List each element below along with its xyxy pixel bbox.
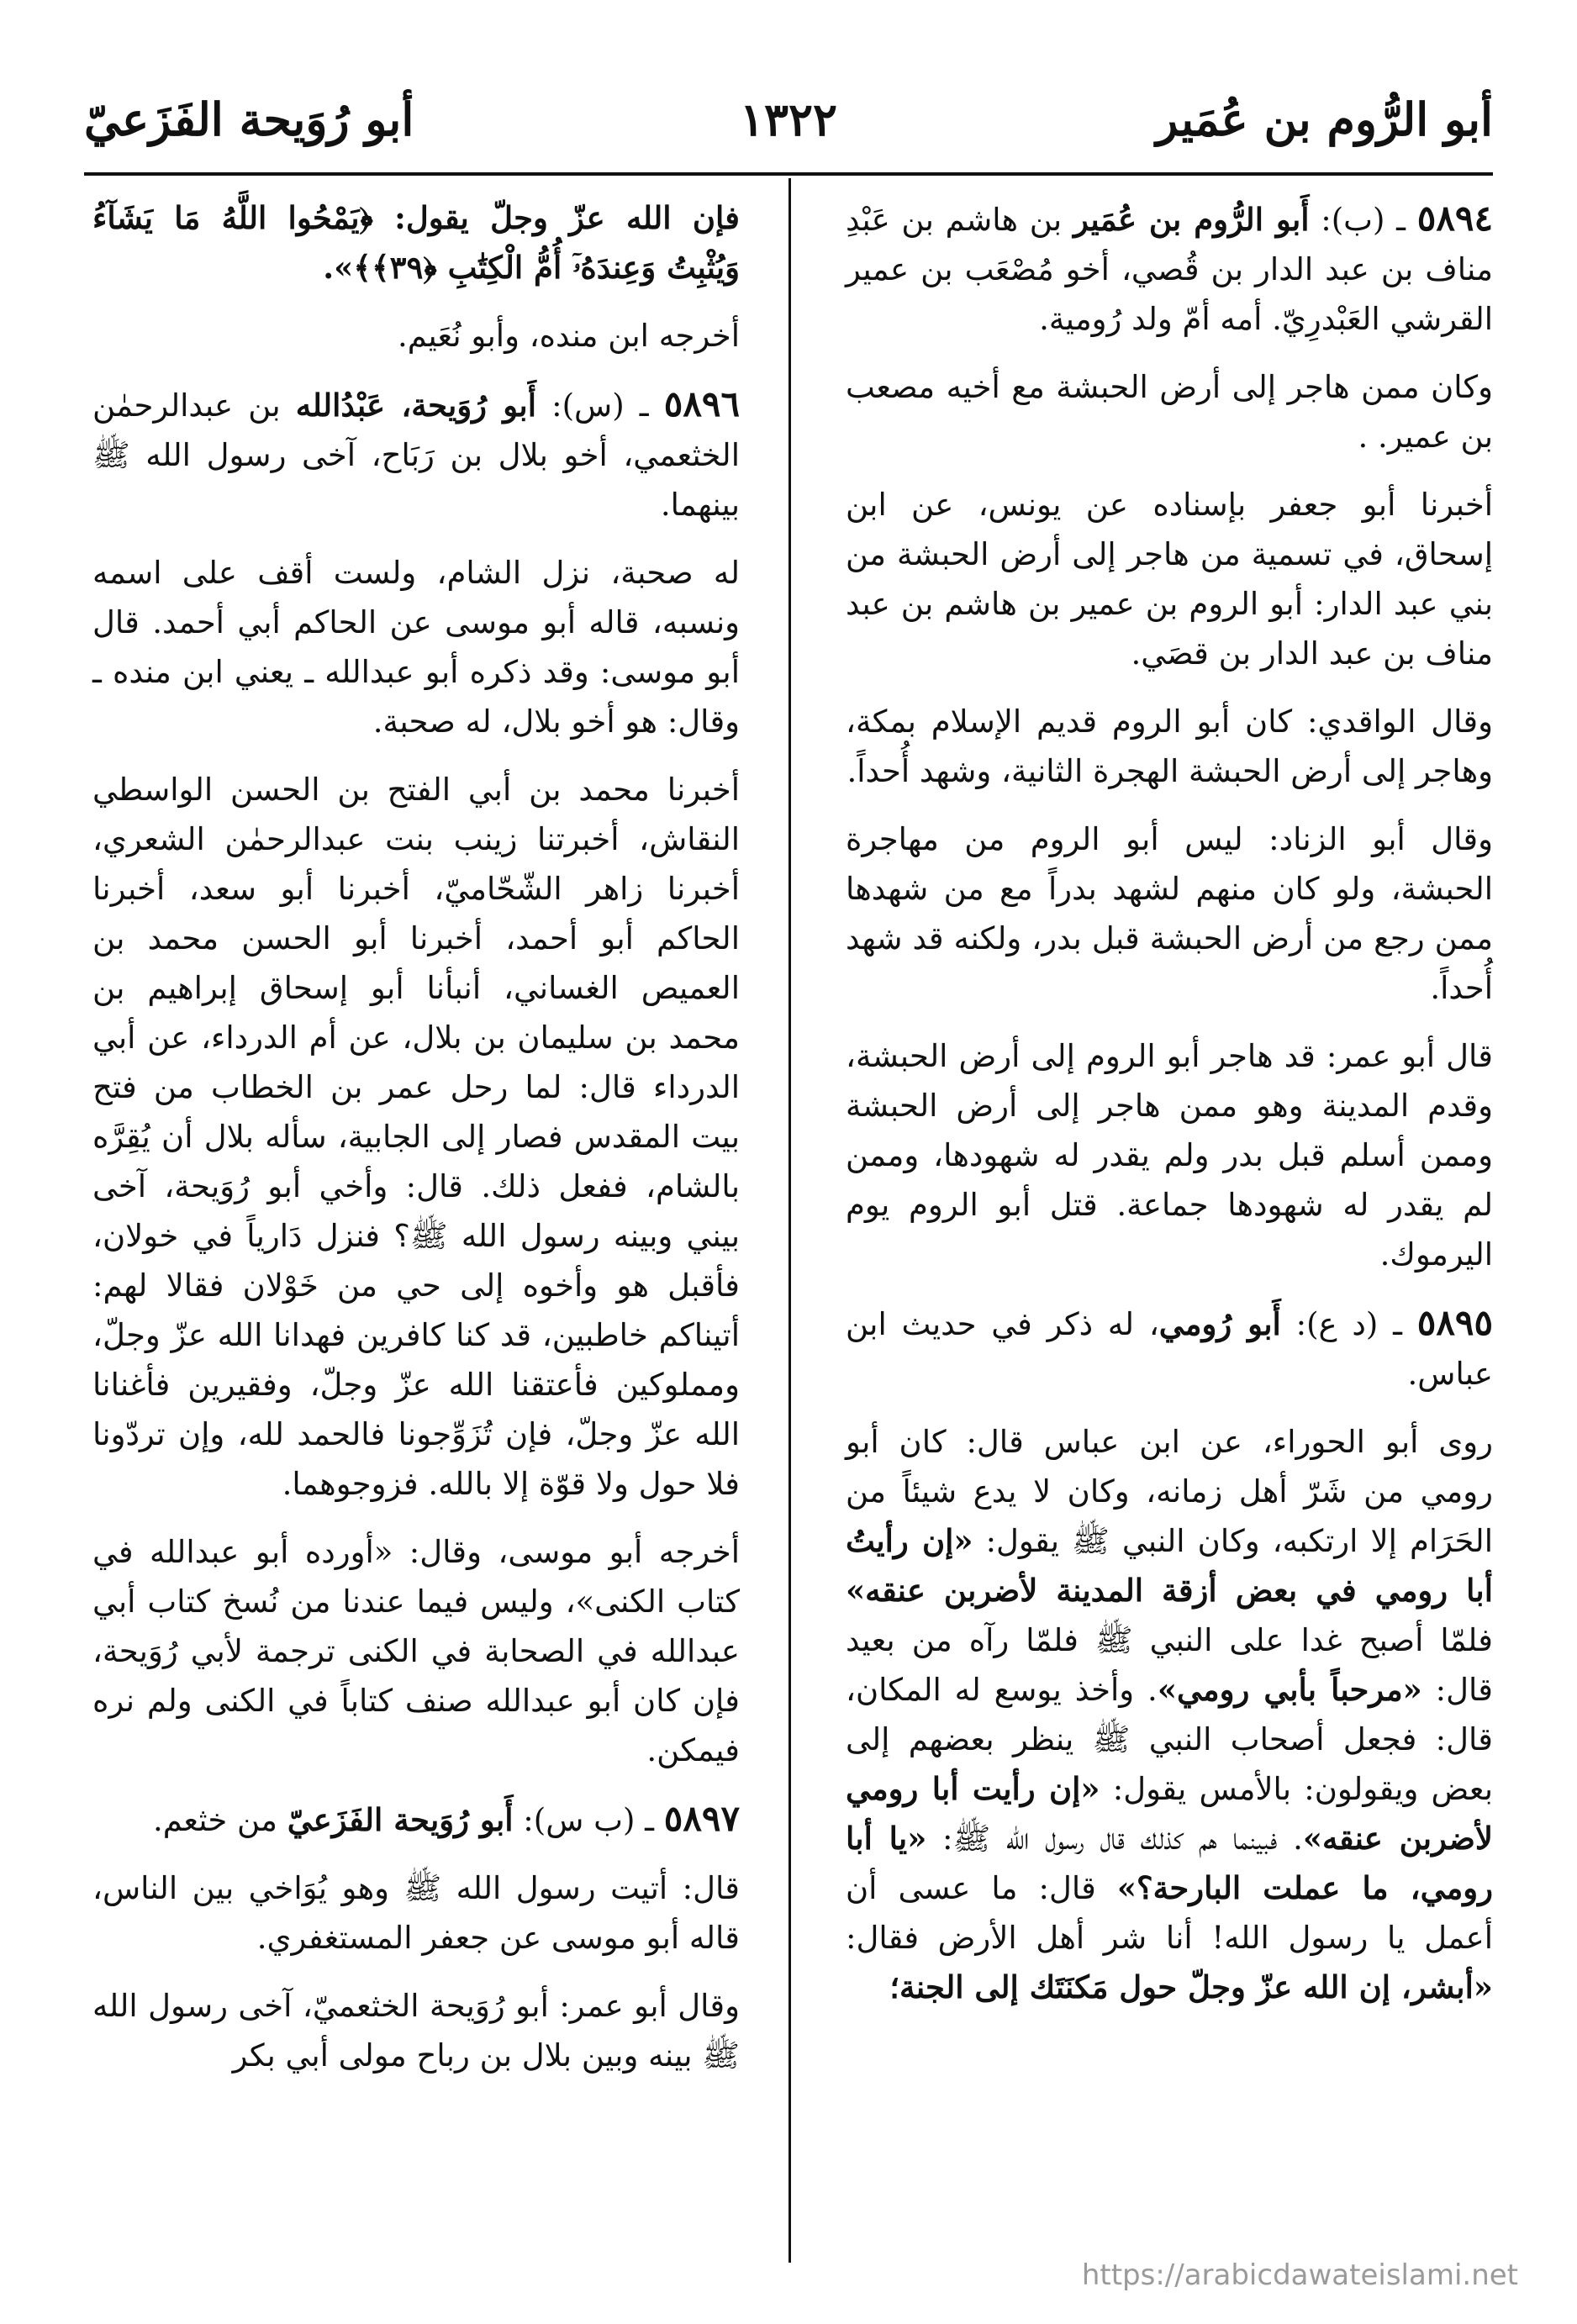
paragraph: قال: أتيت رسول الله ﷺ وهو يُوَاخي بين الناس، قاله أبو موسى عن جعفر المستغفري. — [92, 1870, 740, 1956]
entry-name: أَبو رُوَيحة، عَبْدُالله — [295, 387, 536, 424]
paragraph: أخبرنا محمد بن أبي الفتح بن الحسن الواسطي النقاش، أخبرتنا زينب بنت عبدالرحمٰن الشعري، أخبرنا زاهر الشّحّاميّ، أخبرنا أبو سعد، أخبرنا الحاكم أبو أحمد، أخبرنا أبو الحسن محمد بن العميص الغساني، أنبأنا أبو إسحاق إبراهيم بن محمد بن سليمان بن بلال، عن أم الدرداء، عن أبي الدرداء قال: لما رحل عمر بن الخطاب من فتح بيت المقدس فصار إلى الجابية، سأله بلال أن يُقِرَّه بالشام، ففعل ذلك. قال: وأخي أبو رُوَيحة، آخى بيني وبينه رسول الله ﷺ؟ فنزل دَارياً في خولان، فأقبل هو وأخوه إلى حي من خَوْلان فقالا لهم: أتيناكم خاطبين، قد كنا كافرين فهدانا الله عزّ وجلّ، ومملوكين فأعتقنا الله عزّ وجلّ، وفقيرين فأغنانا الله عزّ وجلّ، فإن تُزَوِّجونا فالحمد لله، وإن تردّونا فلا حول ولا قوّة إلا بالله. فزوجوهما. — [92, 772, 740, 1502]
hadith-quote: «إن رأيت أبا رومي لأضربن عنقه» — [846, 1770, 1493, 1857]
entry-text: من خثعم. — [152, 1802, 287, 1838]
text-run: قال: ما عسى أن أعمل يا رسول الله! أنا شر أهل الأرض فقال: — [846, 1870, 1493, 1956]
entry-source-tag: ـ (د ع): — [1280, 1306, 1417, 1342]
column-divider — [788, 178, 791, 2263]
header-left-title: أبو رُوَيحة الفَزَعيّ — [84, 92, 414, 146]
paragraph: وكان ممن هاجر إلى أرض الحبشة مع أخيه مصعب بن عمير. . — [846, 369, 1493, 455]
hadith-quote: «مرحباً بأبي رومي» — [1157, 1671, 1422, 1708]
entry-source-tag: ـ (ب س): — [513, 1802, 664, 1838]
entry-5895 — [846, 1298, 1493, 1399]
hadith-paragraph — [846, 1417, 1493, 2012]
entry-number: ٥٨٩٥ — [1416, 1302, 1494, 1343]
hadith-quote: «أبشر، إن الله عزّ وجلّ حول مَكنَتَك إلى الجنة؛ — [889, 1968, 1493, 2005]
page-number: ١٣٢٢ — [739, 92, 837, 146]
paragraph: وقال الواقدي: كان أبو الروم قديم الإسلام بمكة، وهاجر إلى أرض الحبشة الهجرة الثانية، وشهد أُحداً. — [846, 704, 1493, 789]
entry-name: أَبو الرُّوم بن عُمَير — [1073, 201, 1310, 238]
right-column — [846, 193, 1493, 2031]
paragraph: وقال أبو الزناد: ليس أبو الروم من مهاجرة الحبشة، ولو كان منهم لشهد بدراً مع من شهدها ممن رجع من أرض الحبشة قبل بدر، ولكنه قد شهد أُحداً. — [846, 821, 1493, 1006]
text-run: . وأخذ يوسع له المكان، قال: فجعل أصحاب النبي ﷺ ينظر بعضهم إلى بعض ويقولون: بالأمس يقول: — [846, 1672, 1493, 1807]
header-rule — [84, 172, 1493, 176]
text-run: فإن الله عزّ وجلّ يقول: — [372, 199, 740, 236]
hadith-quote: «إن رأيتُ أبا رومي في بعض أزقة المدينة لأضربن عنقه» — [846, 1522, 1493, 1609]
entry-text: بن عبدالرحمٰن الخثعمي، أخو بلال بن رَبَاح، آخى رسول الله ﷺ بينهما. — [92, 387, 740, 523]
entry-5897 — [92, 1794, 740, 1845]
entry-number: ٥٨٩٦ — [663, 383, 740, 424]
entry-number: ٥٨٩٤ — [1416, 198, 1494, 239]
hadith-quote: «يا أبا رومي، ما عملت البارحة؟» — [846, 1820, 1494, 1906]
entry-number: ٥٨٩٧ — [663, 1798, 740, 1839]
quran-verse: ﴿يَمْحُوا اللَّهُ مَا يَشَآءُ وَيُثْبِتُ وَعِندَهُۥٓ أُمُّ الْكِتَٰبِ ﴿٣٩﴾﴾ — [92, 199, 740, 286]
text-run: فلمّا أصبح غدا على النبي ﷺ فلمّا رآه من بعيد قال: — [846, 1622, 1493, 1708]
paragraph: وقال أبو عمر: أبو رُوَيحة الخثعميّ، آخى رسول الله ﷺ بينه وبين بلال بن رباح مولى أبي بكر — [92, 1988, 740, 2074]
entry-source-tag: ـ (ب): — [1309, 202, 1417, 238]
running-header — [84, 92, 1493, 168]
header-right-title: أبو الرُّوم بن عُمَير — [1156, 92, 1493, 146]
quran-paragraph — [92, 193, 740, 292]
entry-name: أَبو رُومي — [1158, 1305, 1281, 1342]
paragraph: أخبرنا أبو جعفر بإسناده عن يونس، عن ابن إسحاق، في تسمية من هاجر إلى أرض الحبشة من بني عبد الدار: أبو الروم بن عمير بن هاشم بن عبد مناف بن عبد الدار بن قصَي. — [846, 487, 1493, 672]
entry-text: بن هاشم بن عَبْدِ مناف بن عبد الدار بن قُصي، أخو مُصْعَب بن عمير القرشي العَبْدرِيّ. أمه أمّ ولد رُومية. — [846, 202, 1493, 337]
left-column — [92, 193, 740, 2099]
entry-5896 — [92, 379, 740, 530]
entry-source-tag: ـ (س): — [536, 387, 664, 424]
entry-text: ، له ذكر في حديث ابن عباس. — [846, 1306, 1493, 1392]
text-run: . فبينما هم كذلك قال رسول الله ﷺ: — [926, 1821, 1303, 1857]
entry-5894 — [846, 193, 1493, 344]
paragraph: أخرجه ابن منده، وأبو نُعَيم. — [397, 318, 740, 354]
paragraph: قال أبو عمر: قد هاجر أبو الروم إلى أرض الحبشة، وقدم المدينة وهو ممن هاجر إلى أرض الحبشة وممن أسلم قبل بدر ولم يقدر له شهودها، وممن لم يقدر له شهودها جماعة. قتل أبو الروم يوم اليرموك. — [846, 1038, 1493, 1273]
watermark-url: https://arabicdawateislami.net — [1081, 2258, 1518, 2292]
text-run: ». — [323, 249, 354, 286]
paragraph: له صحبة، نزل الشام، ولست أقف على اسمه ونسبه، قاله أبو موسى عن الحاكم أبي أحمد. قال أبو موسى: وقد ذكره أبو عبدالله ـ يعني ابن منده ـ وقال: هو أخو بلال، له صحبة. — [92, 555, 740, 740]
entry-name: أَبو رُوَيحة الفَزَعيّ — [287, 1801, 514, 1838]
paragraph: أخرجه أبو موسى، وقال: «أورده أبو عبدالله في كتاب الكنى»، وليس فيما عندنا من نُسخ كتاب أبي عبدالله في الصحابة في الكنى ترجمة لأبي رُوَيحة، فإن كان أبو عبدالله صنف كتاباً في الكنى ولم نره فيمكن. — [92, 1534, 740, 1768]
text-run: روى أبو الحوراء، عن ابن عباس قال: كان أبو رومي من شَرّ أهل زمانه، وكان لا يدع شيئاً من الحَرَام إلا ارتكبه، وكان النبي ﷺ يقول: — [846, 1424, 1493, 1559]
